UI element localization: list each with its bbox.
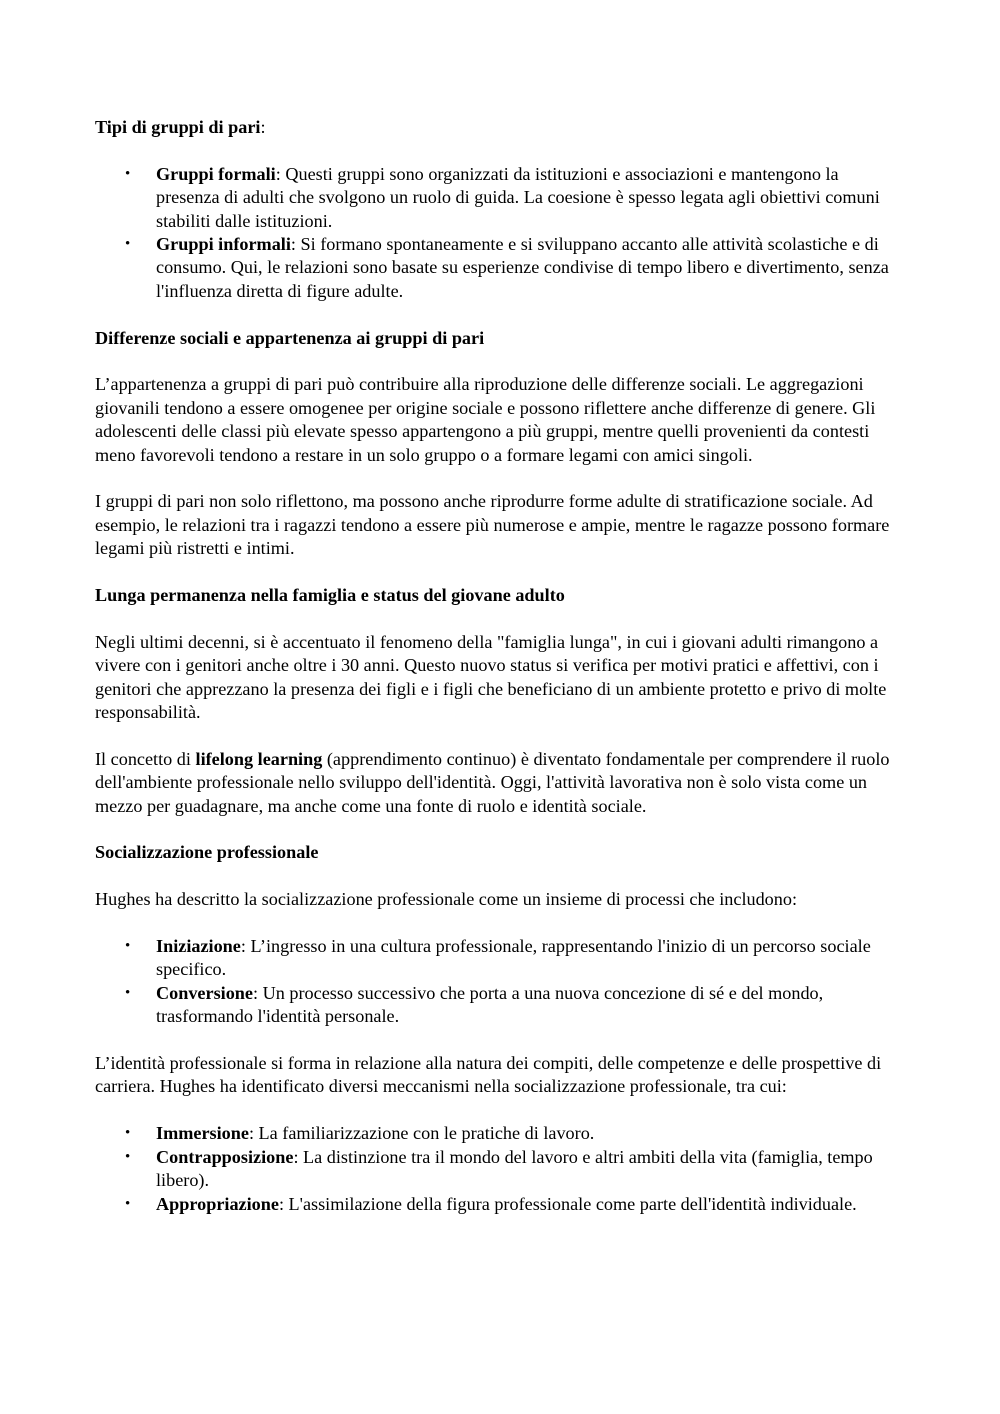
- bullet-list-group-types: [95, 163, 905, 303]
- bullet-icon: •: [125, 236, 131, 253]
- list-item: [95, 163, 905, 233]
- list-item-text: : Un processo successivo che porta a una nuova concezione di sé e del mondo, trasformando l'identità personale.: [156, 982, 824, 1027]
- bullet-icon: •: [125, 1195, 131, 1212]
- list-item-text: : L'assimilazione della figura professionale come parte dell'identità individuale.: [278, 1193, 857, 1214]
- list-item-text: : Si formano spontaneamente e si sviluppano accanto alle attività scolastiche e di consumo. Qui, le relazioni sono basate su esperienze condivise di tempo libero e divertimento, senza l'influenza diretta di figure adulte.: [156, 234, 889, 301]
- list-item-text: : La distinzione tra il mondo del lavoro e altri ambiti della vita (famiglia, tempo libero).: [156, 1146, 873, 1191]
- bullet-icon: •: [125, 1125, 131, 1142]
- bullet-list-processes: [95, 935, 905, 1029]
- section-heading-social-differences: Differenze sociali e appartenenza ai gruppi di pari: [95, 327, 485, 348]
- list-item-text: : L’ingresso in una cultura professionale, rappresentando l'inizio di un percorso sociale specifico.: [156, 936, 871, 980]
- list-item-term: Appropriazione: [156, 1193, 279, 1214]
- section-heading-peer-groups: Tipi di gruppi di pari:: [95, 117, 266, 137]
- paragraph: L’identità professionale si forma in relazione alla natura dei compiti, delle competenze e delle prospettive di carriera. Hughes ha identificato diversi meccanismi nella socializzazione professionale, tra cui:: [95, 1053, 882, 1097]
- bullet-icon: •: [125, 165, 131, 182]
- list-item-term: Gruppi informali: [156, 234, 291, 255]
- bullet-icon: •: [125, 1148, 131, 1165]
- list-item-term: Gruppi formali: [156, 163, 276, 184]
- list-item: [95, 1122, 905, 1145]
- document-page: [95, 116, 905, 1239]
- paragraph: Negli ultimi decenni, si è accentuato il fenomeno della "famiglia lunga", in cui i giovani adulti rimangono a vivere con i genitori anche oltre i 30 anni. Questo nuovo status si verifica per motivi pratici e affettivi, con i genitori che apprezzano la presenza dei figli e i figli che beneficiano di un ambiente protetto e privo di molte responsabilità.: [95, 631, 887, 723]
- bullet-icon: •: [125, 938, 131, 955]
- section-heading-professional-socialization: Socializzazione professionale: [95, 842, 319, 863]
- list-item: [95, 233, 905, 303]
- list-item-term: Conversione: [156, 982, 253, 1003]
- list-item-term: Iniziazione: [156, 936, 241, 957]
- paragraph: L’appartenenza a gruppi di pari può contribuire alla riproduzione delle differenze sociali. Le aggregazioni giovanili tendono a essere omogenee per origine sociale e possono riflettere anche differenze di genere. Gli adolescenti delle classi più elevate spesso appartengono a più gruppi, mentre quelli provenienti da contesti meno favorevoli tendono a restare in un solo gruppo o a formare legami con amici singoli.: [95, 374, 876, 465]
- list-item-text: : La familiarizzazione con le pratiche di lavoro.: [248, 1123, 595, 1144]
- list-item: [95, 982, 905, 1029]
- list-item: [95, 1146, 905, 1193]
- list-item-text: : Questi gruppi sono organizzati da istituzioni e associazioni e mantengono la presenza di adulti che svolgono un ruolo di guida. La coesione è spesso legata agli obiettivi comuni stabiliti dalle istituzioni.: [156, 163, 880, 231]
- paragraph-lifelong-learning: Il concetto di lifelong learning (apprendimento continuo) è diventato fondamentale per comprendere il ruolo dell'ambiente professionale nello sviluppo dell'identità. Oggi, l'attività lavorativa non è solo vista come un mezzo per guadagnare, ma anche come una fonte di ruolo e identità sociale.: [95, 748, 890, 816]
- section-heading-long-family: Lunga permanenza nella famiglia e status del giovane adulto: [95, 585, 565, 606]
- list-item: [95, 1193, 905, 1216]
- bullet-list-mechanisms: [95, 1122, 905, 1216]
- list-item-term: Contrapposizione: [156, 1146, 294, 1167]
- list-item-term: Immersione: [156, 1123, 249, 1144]
- paragraph: I gruppi di pari non solo riflettono, ma possono anche riprodurre forme adulte di stratificazione sociale. Ad esempio, le relazioni tra i ragazzi tendono a essere più numerose e ampie, mentre le ragazze possono formare legami più ristretti e intimi.: [95, 491, 890, 559]
- bold-term: lifelong learning: [195, 748, 323, 769]
- paragraph: Hughes ha descritto la socializzazione professionale come un insieme di processi che includono:: [95, 889, 798, 910]
- list-item: [95, 935, 905, 982]
- bullet-icon: •: [125, 984, 131, 1001]
